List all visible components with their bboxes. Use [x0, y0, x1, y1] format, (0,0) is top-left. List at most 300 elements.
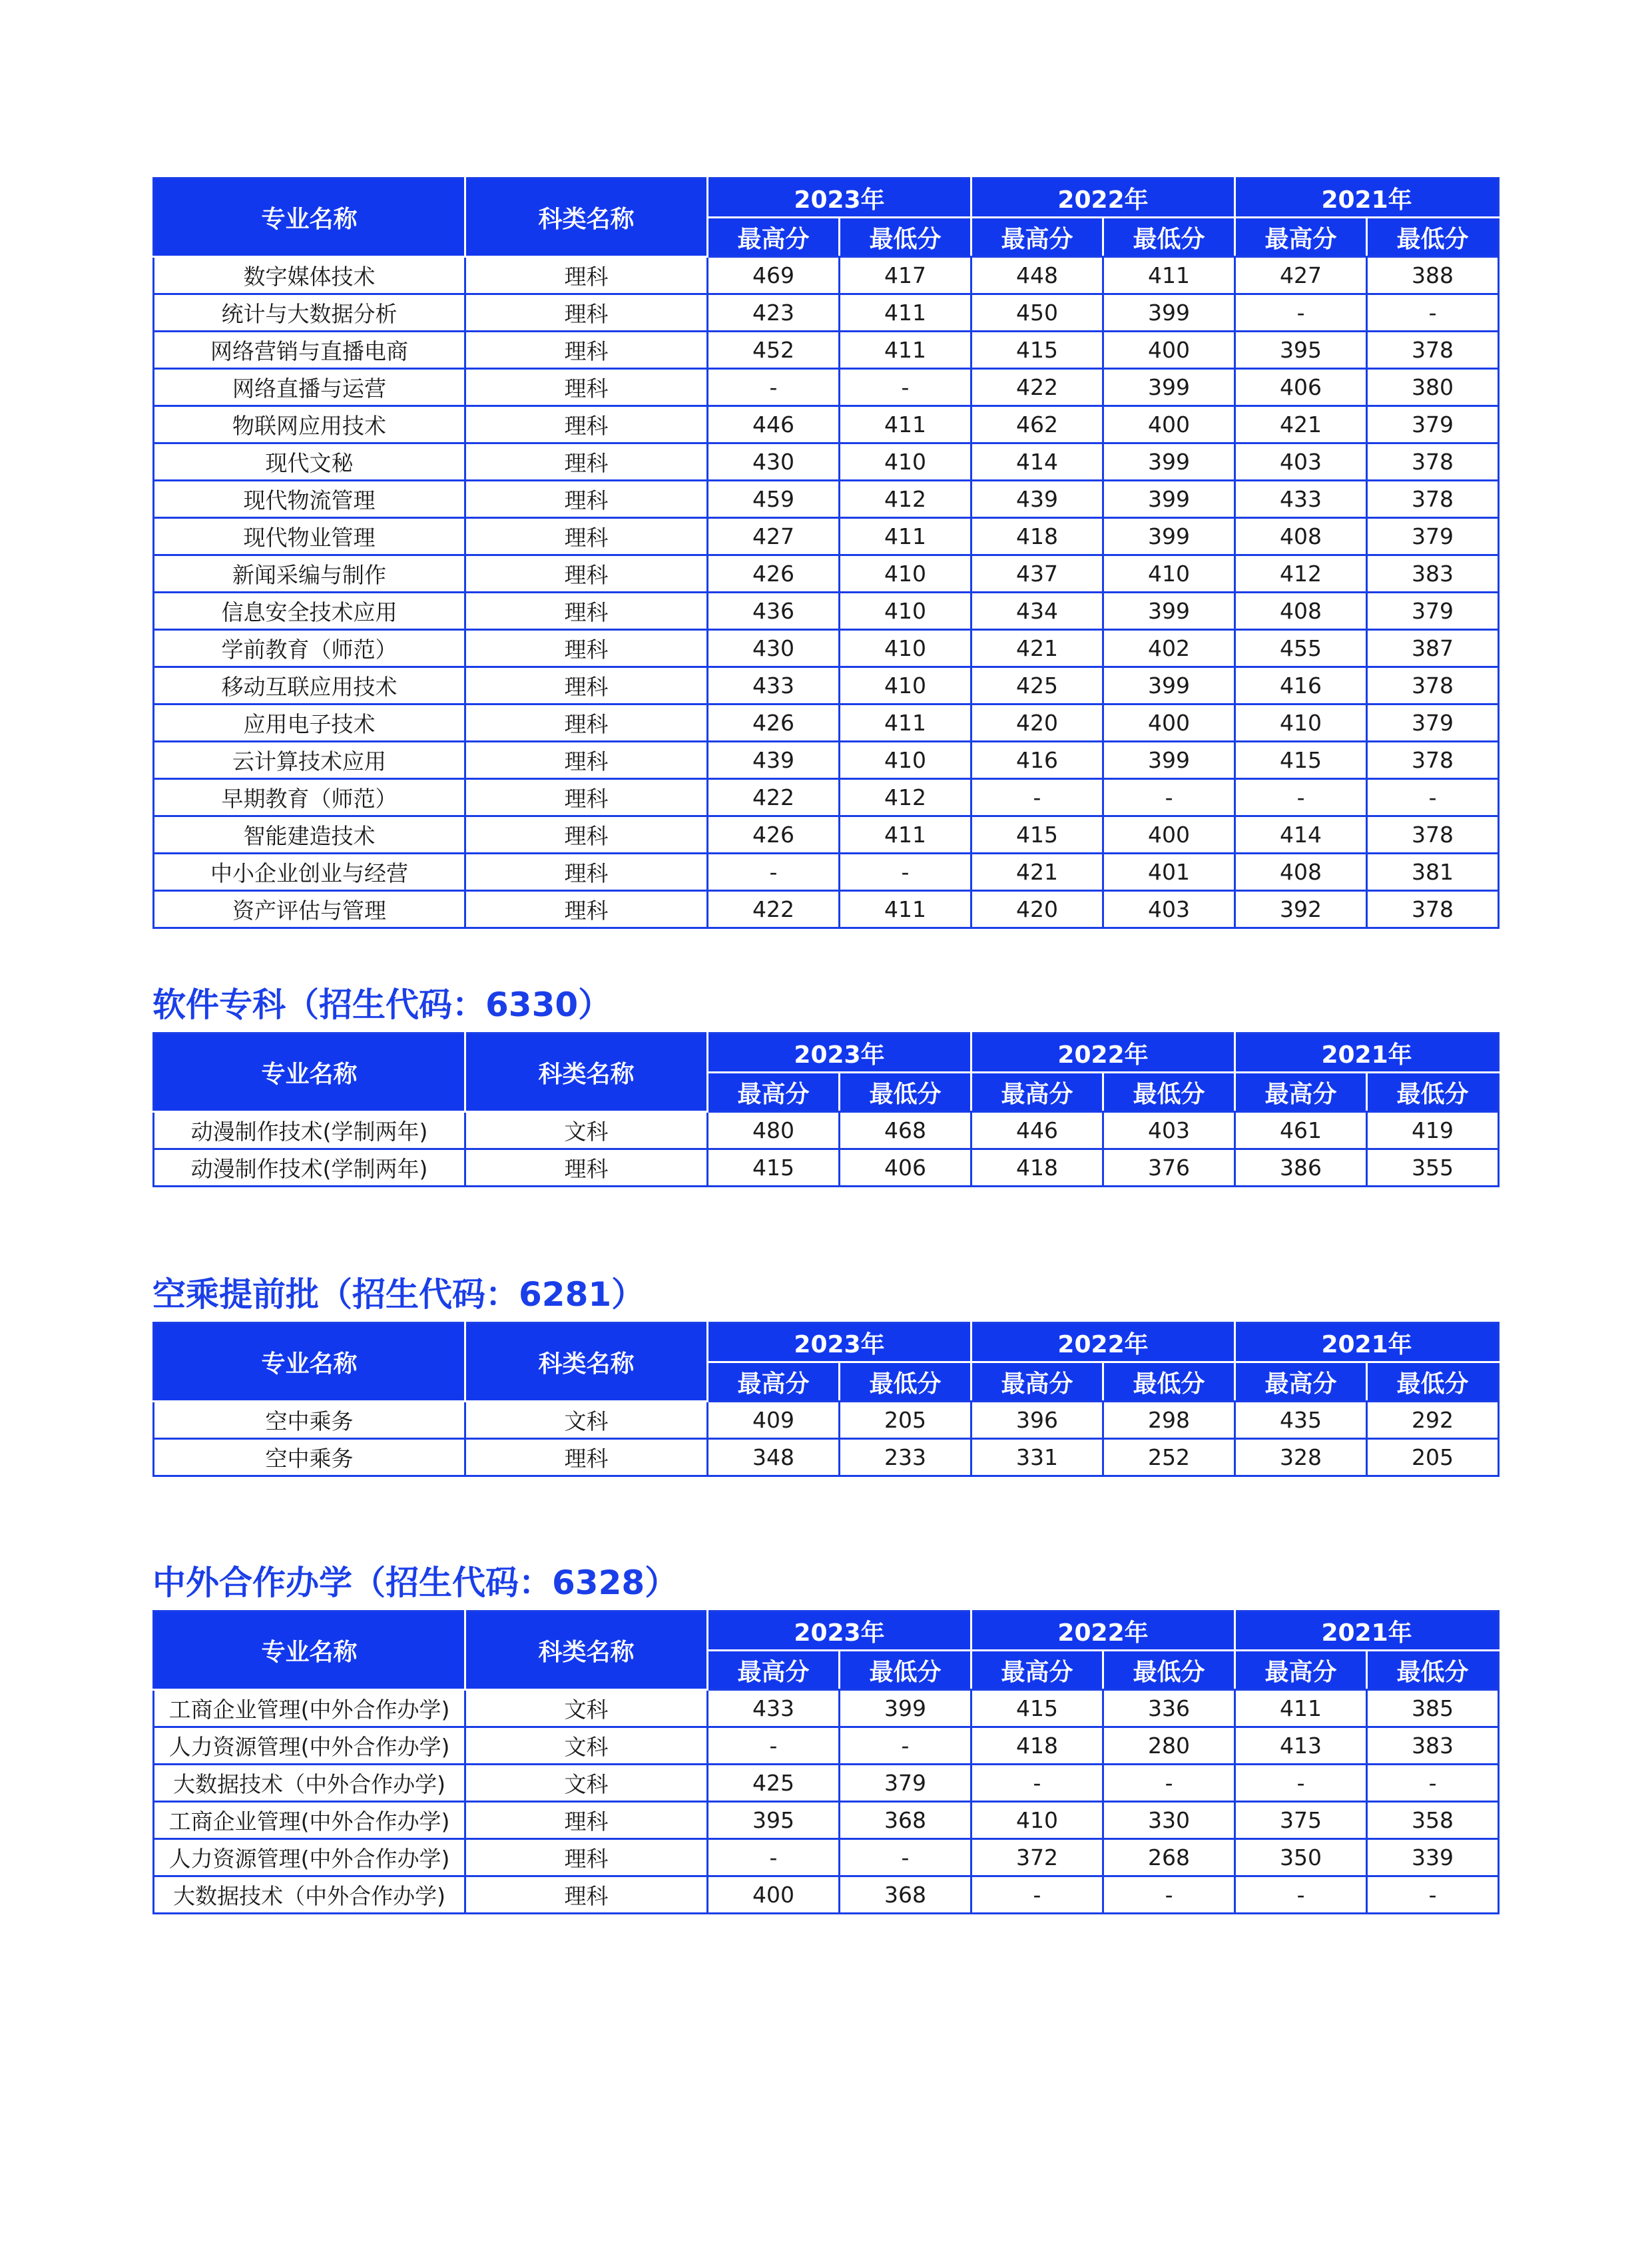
cell-max-score: -	[708, 1727, 840, 1765]
cell-max-score: 425	[971, 667, 1103, 704]
table-row	[154, 1439, 1499, 1476]
cell-min-score: 383	[1367, 1727, 1499, 1765]
cell-max-score: 418	[971, 518, 1103, 555]
header-max-score: 最高分	[971, 1651, 1103, 1690]
cell-max-score: 446	[971, 1112, 1103, 1149]
header-type: 科类名称	[465, 1611, 708, 1690]
cell-min-score: 378	[1367, 816, 1499, 854]
cell-major: 大数据技术（中外合作办学)	[154, 1876, 465, 1914]
table-row	[154, 406, 1499, 443]
cell-type: 理科	[465, 481, 708, 518]
cell-major: 动漫制作技术(学制两年)	[154, 1149, 465, 1187]
cell-min-score: 400	[1103, 332, 1235, 369]
cell-major: 空中乘务	[154, 1439, 465, 1476]
cell-min-score: -	[840, 369, 971, 406]
header-type: 科类名称	[465, 178, 708, 257]
cell-major: 动漫制作技术(学制两年)	[154, 1112, 465, 1149]
table-row	[154, 257, 1499, 294]
cell-max-score: 392	[1235, 891, 1367, 928]
cell-min-score: 355	[1367, 1149, 1499, 1187]
cell-type: 理科	[465, 630, 708, 667]
cell-max-score: 396	[971, 1402, 1103, 1439]
header-max-score: 最高分	[708, 218, 840, 257]
cell-max-score: 412	[1235, 555, 1367, 593]
cell-major: 空中乘务	[154, 1402, 465, 1439]
cell-max-score: 422	[708, 891, 840, 928]
cell-min-score: 379	[1367, 593, 1499, 630]
cell-min-score: 380	[1367, 369, 1499, 406]
cell-max-score: 435	[1235, 1402, 1367, 1439]
cell-major: 统计与大数据分析	[154, 294, 465, 332]
table-header	[154, 1323, 1499, 1402]
cell-min-score: 378	[1367, 891, 1499, 928]
header-min-score: 最低分	[1103, 218, 1235, 257]
cell-max-score: 403	[1235, 443, 1367, 481]
header-row-years	[154, 1611, 1499, 1651]
cell-min-score: 399	[840, 1690, 971, 1727]
cell-min-score: 298	[1103, 1402, 1235, 1439]
cell-major: 应用电子技术	[154, 704, 465, 742]
table-row	[154, 1112, 1499, 1149]
cell-major: 学前教育（师范）	[154, 630, 465, 667]
cell-major: 物联网应用技术	[154, 406, 465, 443]
cell-major: 智能建造技术	[154, 816, 465, 854]
table-row	[154, 667, 1499, 704]
cell-min-score: 400	[1103, 816, 1235, 854]
cell-type: 文科	[465, 1402, 708, 1439]
header-min-score: 最低分	[1367, 1073, 1499, 1112]
cell-min-score: 205	[840, 1402, 971, 1439]
cell-type: 理科	[465, 667, 708, 704]
header-max-score: 最高分	[1235, 1073, 1367, 1112]
score-table	[152, 1322, 1500, 1477]
cell-min-score: 385	[1367, 1690, 1499, 1727]
cell-min-score: -	[840, 1839, 971, 1876]
cell-max-score: 415	[971, 1690, 1103, 1727]
cell-min-score: 399	[1103, 294, 1235, 332]
cell-min-score: 412	[840, 779, 971, 816]
cell-max-score: 422	[971, 369, 1103, 406]
cell-max-score: 450	[971, 294, 1103, 332]
table-row	[154, 704, 1499, 742]
cell-min-score: 399	[1103, 518, 1235, 555]
section-title: 空乘提前批（招生代码：6281）	[152, 1275, 645, 1314]
table-row	[154, 742, 1499, 779]
score-table	[152, 1032, 1500, 1187]
cell-max-score: 426	[708, 555, 840, 593]
header-year: 2021年	[1235, 1323, 1499, 1362]
cell-max-score: 410	[971, 1802, 1103, 1839]
header-max-score: 最高分	[1235, 1651, 1367, 1690]
cell-min-score: 233	[840, 1439, 971, 1476]
cell-major: 网络直播与运营	[154, 369, 465, 406]
header-min-score: 最低分	[840, 1362, 971, 1402]
cell-type: 理科	[465, 1839, 708, 1876]
cell-min-score: 400	[1103, 704, 1235, 742]
table-row	[154, 332, 1499, 369]
cell-max-score: 433	[708, 667, 840, 704]
cell-min-score: 330	[1103, 1802, 1235, 1839]
cell-max-score: 421	[971, 630, 1103, 667]
cell-type: 理科	[465, 518, 708, 555]
cell-max-score: 439	[971, 481, 1103, 518]
cell-max-score: 448	[971, 257, 1103, 294]
cell-type: 理科	[465, 704, 708, 742]
cell-min-score: 399	[1103, 667, 1235, 704]
header-min-score: 最低分	[1103, 1362, 1235, 1402]
cell-min-score: 378	[1367, 443, 1499, 481]
cell-max-score: 421	[1235, 406, 1367, 443]
score-table	[152, 1610, 1500, 1914]
cell-min-score: 376	[1103, 1149, 1235, 1187]
table-row	[154, 630, 1499, 667]
table-header	[154, 1033, 1499, 1112]
header-min-score: 最低分	[840, 218, 971, 257]
cell-min-score: 403	[1103, 1112, 1235, 1149]
cell-type: 理科	[465, 369, 708, 406]
header-major: 专业名称	[154, 1611, 465, 1690]
cell-type: 文科	[465, 1727, 708, 1765]
cell-max-score: 427	[1235, 257, 1367, 294]
cell-max-score: 408	[1235, 854, 1367, 891]
cell-max-score: 420	[971, 704, 1103, 742]
table-body	[154, 1690, 1499, 1914]
cell-type: 理科	[465, 1149, 708, 1187]
cell-max-score: 350	[1235, 1839, 1367, 1876]
cell-major: 现代物流管理	[154, 481, 465, 518]
cell-max-score: 418	[971, 1149, 1103, 1187]
cell-type: 理科	[465, 1439, 708, 1476]
cell-min-score: 399	[1103, 742, 1235, 779]
cell-min-score: 336	[1103, 1690, 1235, 1727]
cell-min-score: -	[1367, 1765, 1499, 1802]
cell-max-score: -	[708, 854, 840, 891]
table-row	[154, 854, 1499, 891]
table-row	[154, 816, 1499, 854]
cell-min-score: 378	[1367, 667, 1499, 704]
cell-type: 理科	[465, 257, 708, 294]
cell-min-score: -	[840, 854, 971, 891]
cell-max-score: -	[1235, 294, 1367, 332]
cell-major: 新闻采编与制作	[154, 555, 465, 593]
cell-max-score: 459	[708, 481, 840, 518]
table-row	[154, 779, 1499, 816]
header-year: 2023年	[708, 178, 971, 218]
cell-min-score: 379	[840, 1765, 971, 1802]
cell-major: 云计算技术应用	[154, 742, 465, 779]
cell-min-score: 411	[840, 518, 971, 555]
cell-min-score: 410	[840, 443, 971, 481]
header-max-score: 最高分	[1235, 218, 1367, 257]
cell-max-score: 426	[708, 704, 840, 742]
cell-major: 网络营销与直播电商	[154, 332, 465, 369]
cell-max-score: 461	[1235, 1112, 1367, 1149]
cell-max-score: 418	[971, 1727, 1103, 1765]
cell-major: 现代文秘	[154, 443, 465, 481]
table-row	[154, 443, 1499, 481]
cell-max-score: -	[1235, 1765, 1367, 1802]
cell-min-score: -	[1103, 1765, 1235, 1802]
cell-type: 文科	[465, 1765, 708, 1802]
cell-major: 现代物业管理	[154, 518, 465, 555]
cell-max-score: 410	[1235, 704, 1367, 742]
table-row	[154, 1765, 1499, 1802]
table-header	[154, 1611, 1499, 1690]
cell-min-score: 339	[1367, 1839, 1499, 1876]
cell-max-score: 425	[708, 1765, 840, 1802]
cell-max-score: -	[708, 369, 840, 406]
cell-min-score: -	[1367, 1876, 1499, 1914]
cell-major: 大数据技术（中外合作办学)	[154, 1765, 465, 1802]
cell-max-score: 348	[708, 1439, 840, 1476]
header-min-score: 最低分	[1103, 1651, 1235, 1690]
header-min-score: 最低分	[1103, 1073, 1235, 1112]
cell-max-score: 437	[971, 555, 1103, 593]
cell-min-score: 383	[1367, 555, 1499, 593]
cell-type: 理科	[465, 891, 708, 928]
cell-min-score: 419	[1367, 1112, 1499, 1149]
cell-major: 信息安全技术应用	[154, 593, 465, 630]
cell-min-score: 410	[840, 667, 971, 704]
cell-major: 工商企业管理(中外合作办学)	[154, 1690, 465, 1727]
cell-max-score: 395	[1235, 332, 1367, 369]
header-max-score: 最高分	[971, 1073, 1103, 1112]
cell-max-score: 423	[708, 294, 840, 332]
cell-min-score: 406	[840, 1149, 971, 1187]
cell-min-score: -	[1103, 779, 1235, 816]
header-major: 专业名称	[154, 178, 465, 257]
cell-max-score: 430	[708, 443, 840, 481]
cell-min-score: 399	[1103, 369, 1235, 406]
cell-max-score: 433	[1235, 481, 1367, 518]
cell-min-score: 401	[1103, 854, 1235, 891]
cell-max-score: 331	[971, 1439, 1103, 1476]
cell-max-score: 439	[708, 742, 840, 779]
cell-min-score: 410	[840, 742, 971, 779]
header-min-score: 最低分	[1367, 1362, 1499, 1402]
table-body	[154, 1112, 1499, 1187]
cell-max-score: 375	[1235, 1802, 1367, 1839]
cell-min-score: 399	[1103, 481, 1235, 518]
cell-min-score: 411	[840, 332, 971, 369]
table-row	[154, 555, 1499, 593]
table-body	[154, 1402, 1499, 1476]
table-row	[154, 518, 1499, 555]
cell-min-score: 292	[1367, 1402, 1499, 1439]
cell-max-score: 372	[971, 1839, 1103, 1876]
cell-max-score: -	[708, 1839, 840, 1876]
cell-max-score: 455	[1235, 630, 1367, 667]
cell-min-score: 378	[1367, 332, 1499, 369]
cell-min-score: 468	[840, 1112, 971, 1149]
header-year: 2021年	[1235, 1033, 1499, 1073]
cell-max-score: 436	[708, 593, 840, 630]
cell-min-score: 378	[1367, 742, 1499, 779]
cell-max-score: 386	[1235, 1149, 1367, 1187]
table-row	[154, 1839, 1499, 1876]
cell-min-score: 280	[1103, 1727, 1235, 1765]
cell-major: 资产评估与管理	[154, 891, 465, 928]
table-row	[154, 891, 1499, 928]
cell-type: 理科	[465, 443, 708, 481]
cell-min-score: 412	[840, 481, 971, 518]
cell-type: 理科	[465, 779, 708, 816]
cell-max-score: 408	[1235, 593, 1367, 630]
cell-max-score: 430	[708, 630, 840, 667]
cell-min-score: 252	[1103, 1439, 1235, 1476]
cell-max-score: 421	[971, 854, 1103, 891]
cell-min-score: 411	[840, 816, 971, 854]
header-row-years	[154, 1033, 1499, 1073]
cell-max-score: 415	[1235, 742, 1367, 779]
cell-max-score: 420	[971, 891, 1103, 928]
cell-max-score: 469	[708, 257, 840, 294]
header-max-score: 最高分	[708, 1651, 840, 1690]
table-row	[154, 1876, 1499, 1914]
cell-type: 理科	[465, 816, 708, 854]
header-year: 2021年	[1235, 178, 1499, 218]
cell-min-score: 368	[840, 1876, 971, 1914]
cell-max-score: 395	[708, 1802, 840, 1839]
cell-min-score: 417	[840, 257, 971, 294]
cell-max-score: 406	[1235, 369, 1367, 406]
cell-major: 数字媒体技术	[154, 257, 465, 294]
header-type: 科类名称	[465, 1033, 708, 1112]
cell-min-score: 205	[1367, 1439, 1499, 1476]
section-title: 中外合作办学（招生代码：6328）	[152, 1563, 679, 1602]
cell-min-score: 400	[1103, 406, 1235, 443]
cell-max-score: 415	[971, 332, 1103, 369]
header-year: 2023年	[708, 1611, 971, 1651]
cell-min-score: 268	[1103, 1839, 1235, 1876]
cell-max-score: 413	[1235, 1727, 1367, 1765]
cell-min-score: 378	[1367, 481, 1499, 518]
header-row-years	[154, 1323, 1499, 1362]
table-header	[154, 178, 1499, 257]
header-type: 科类名称	[465, 1323, 708, 1402]
cell-max-score: 422	[708, 779, 840, 816]
cell-max-score: 414	[971, 443, 1103, 481]
cell-min-score: 411	[1103, 257, 1235, 294]
header-year: 2022年	[971, 178, 1235, 218]
cell-type: 文科	[465, 1690, 708, 1727]
cell-min-score: 410	[840, 630, 971, 667]
table-body	[154, 257, 1499, 928]
cell-major: 早期教育（师范）	[154, 779, 465, 816]
cell-min-score: 411	[840, 294, 971, 332]
header-min-score: 最低分	[840, 1651, 971, 1690]
cell-max-score: 452	[708, 332, 840, 369]
cell-major: 人力资源管理(中外合作办学)	[154, 1727, 465, 1765]
cell-min-score: 388	[1367, 257, 1499, 294]
cell-type: 理科	[465, 406, 708, 443]
cell-min-score: -	[840, 1727, 971, 1765]
table-row	[154, 1690, 1499, 1727]
header-major: 专业名称	[154, 1323, 465, 1402]
cell-max-score: 400	[708, 1876, 840, 1914]
cell-max-score: -	[971, 779, 1103, 816]
cell-max-score: 409	[708, 1402, 840, 1439]
header-max-score: 最高分	[708, 1362, 840, 1402]
header-min-score: 最低分	[840, 1073, 971, 1112]
cell-max-score: 433	[708, 1690, 840, 1727]
cell-min-score: 410	[840, 593, 971, 630]
cell-max-score: -	[971, 1765, 1103, 1802]
cell-min-score: 411	[840, 406, 971, 443]
cell-major: 中小企业创业与经营	[154, 854, 465, 891]
header-year: 2023年	[708, 1323, 971, 1362]
header-year: 2022年	[971, 1033, 1235, 1073]
cell-max-score: 427	[708, 518, 840, 555]
cell-max-score: 328	[1235, 1439, 1367, 1476]
cell-min-score: 411	[840, 891, 971, 928]
cell-type: 理科	[465, 593, 708, 630]
cell-type: 理科	[465, 742, 708, 779]
cell-type: 理科	[465, 555, 708, 593]
table-row	[154, 593, 1499, 630]
cell-min-score: 399	[1103, 593, 1235, 630]
cell-min-score: -	[1103, 1876, 1235, 1914]
cell-max-score: 416	[1235, 667, 1367, 704]
cell-type: 理科	[465, 1802, 708, 1839]
header-year: 2022年	[971, 1323, 1235, 1362]
cell-max-score: 414	[1235, 816, 1367, 854]
cell-major: 工商企业管理(中外合作办学)	[154, 1802, 465, 1839]
cell-max-score: -	[1235, 1876, 1367, 1914]
table-row	[154, 369, 1499, 406]
cell-min-score: -	[1367, 294, 1499, 332]
cell-max-score: 434	[971, 593, 1103, 630]
cell-max-score: 446	[708, 406, 840, 443]
cell-type: 理科	[465, 1876, 708, 1914]
score-table	[152, 177, 1500, 929]
cell-major: 人力资源管理(中外合作办学)	[154, 1839, 465, 1876]
cell-max-score: 415	[971, 816, 1103, 854]
cell-type: 文科	[465, 1112, 708, 1149]
table-row	[154, 481, 1499, 518]
cell-max-score: -	[971, 1876, 1103, 1914]
header-max-score: 最高分	[708, 1073, 840, 1112]
table-row	[154, 294, 1499, 332]
header-max-score: 最高分	[971, 1362, 1103, 1402]
header-major: 专业名称	[154, 1033, 465, 1112]
table-row	[154, 1802, 1499, 1839]
table-row	[154, 1402, 1499, 1439]
header-year: 2021年	[1235, 1611, 1499, 1651]
cell-min-score: -	[1367, 779, 1499, 816]
cell-min-score: 379	[1367, 704, 1499, 742]
cell-major: 移动互联应用技术	[154, 667, 465, 704]
cell-max-score: 408	[1235, 518, 1367, 555]
header-min-score: 最低分	[1367, 1651, 1499, 1690]
table-row	[154, 1149, 1499, 1187]
cell-min-score: 410	[1103, 555, 1235, 593]
cell-max-score: 416	[971, 742, 1103, 779]
cell-min-score: 381	[1367, 854, 1499, 891]
cell-type: 理科	[465, 294, 708, 332]
cell-min-score: 379	[1367, 406, 1499, 443]
table-row	[154, 1727, 1499, 1765]
cell-max-score: 480	[708, 1112, 840, 1149]
cell-min-score: 411	[840, 704, 971, 742]
cell-min-score: 399	[1103, 443, 1235, 481]
cell-type: 理科	[465, 854, 708, 891]
cell-max-score: 411	[1235, 1690, 1367, 1727]
header-row-years	[154, 178, 1499, 218]
cell-min-score: 358	[1367, 1802, 1499, 1839]
cell-min-score: 410	[840, 555, 971, 593]
header-year: 2022年	[971, 1611, 1235, 1651]
